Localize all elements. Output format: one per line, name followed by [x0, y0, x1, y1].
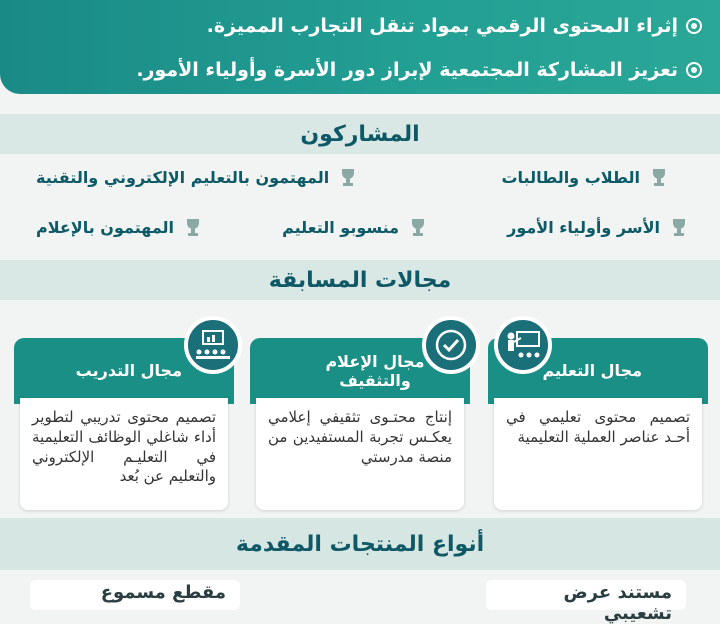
goal-item: [0, 48, 702, 92]
participant-label: الطلاب والطالبات: [501, 168, 640, 187]
trophy-icon: [409, 219, 427, 237]
goal-text: تعزيز المشاركة المجتمعية لإبراز دور الأسرة وأولياء الأمور.: [136, 59, 678, 81]
trophy-icon: [650, 169, 668, 187]
participant-item: [501, 168, 668, 187]
participant-label: منسوبو التعليم: [282, 218, 400, 237]
participant-item: [282, 218, 427, 237]
product-item: [486, 580, 686, 624]
products-heading-band: [0, 518, 720, 570]
participants-row-1: [36, 168, 668, 187]
goals-banner: [0, 0, 720, 94]
participants-row-2: [36, 218, 688, 237]
fields-title: مجالات المسابقة: [268, 267, 452, 293]
participants-heading-band: [0, 114, 720, 154]
trophy-icon: [339, 169, 357, 187]
trophy-icon: [184, 219, 202, 237]
product-item: [30, 580, 240, 610]
participant-label: الأسر وأولياء الأمور: [507, 218, 660, 237]
bullet-icon: [686, 62, 702, 78]
goal-item: [0, 4, 702, 48]
training-icon: [184, 316, 242, 374]
checkmark-icon: [422, 316, 480, 374]
trophy-icon: [670, 219, 688, 237]
product-label: مقطع مسموع: [100, 582, 226, 603]
product-label: مستند عرض تشعيبي: [563, 582, 672, 624]
card-body: إنتاج محتـوى تثقيفي إعلامي يعكـس تجربة المستفيدين من منصة مدرستي: [256, 398, 464, 510]
participant-label: المهتمون بالإعلام: [36, 218, 175, 237]
card-title: مجال الإعلام والتثقيف: [325, 351, 425, 390]
fields-heading-band: [0, 260, 720, 300]
field-card-media: [250, 316, 470, 506]
field-card-education: [488, 316, 708, 506]
card-title: مجال التدريب: [75, 361, 182, 381]
card-title: مجال التعليم: [542, 361, 642, 381]
products-title: أنواع المنتجات المقدمة: [235, 531, 485, 557]
card-body: تصميم محتوى تعليمي في أحـد عناصر العملية التعليمية: [494, 398, 702, 510]
participant-item: [36, 168, 357, 187]
participant-item: [36, 218, 202, 237]
bullet-icon: [686, 18, 702, 34]
card-body: تصميم محتوى تدريبي لتطوير أداء شاغلي الوظائف التعليمية في التعليـم الإلكتروني والتعليم عن بُعد: [20, 398, 228, 510]
participant-item: [507, 218, 688, 237]
participant-label: المهتمون بالتعليم الإلكتروني والتقنية: [36, 168, 330, 187]
participants-title: المشاركون: [300, 121, 420, 147]
teacher-icon: [494, 316, 552, 374]
goal-text: إثراء المحتوى الرقمي بمواد تنقل التجارب المميزة.: [206, 15, 678, 37]
field-card-training: [14, 316, 234, 506]
